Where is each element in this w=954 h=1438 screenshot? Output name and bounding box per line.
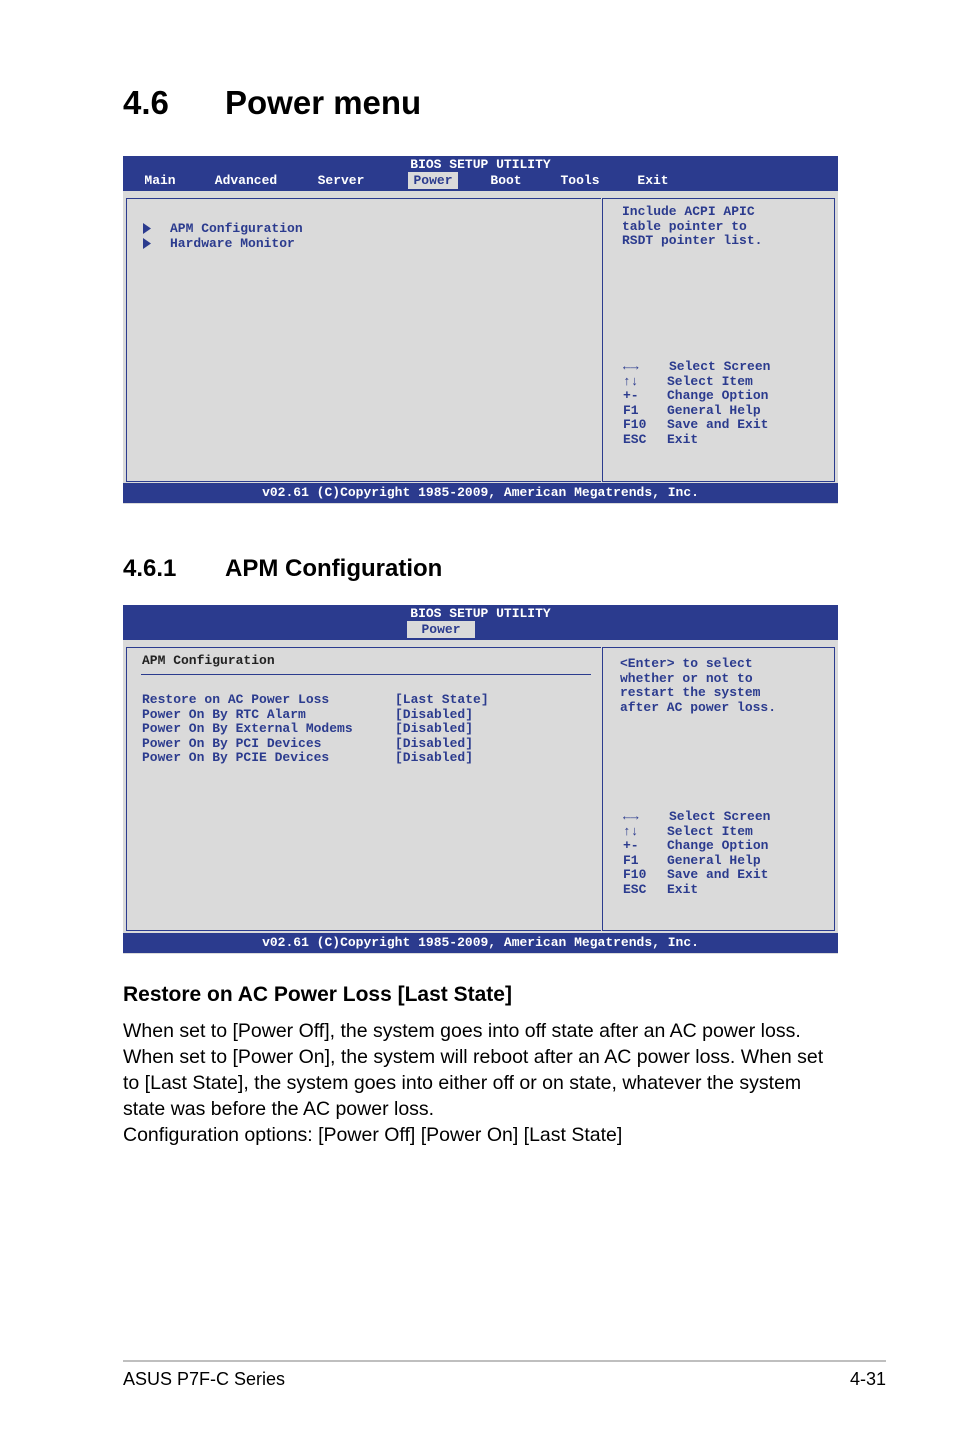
- panel-title: APM Configuration: [142, 653, 275, 668]
- key-legend-key: ↑↓: [623, 373, 639, 389]
- footer-divider: [123, 1360, 886, 1362]
- key-legend-key: ESC: [623, 431, 647, 447]
- menu-item-apm-configuration[interactable]: APM Configuration: [170, 221, 303, 236]
- footer-product: ASUS P7F-C Series: [123, 1369, 286, 1389]
- setting-label[interactable]: Power On By PCIE Devices: [142, 750, 330, 765]
- setting-value[interactable]: [Last State]: [395, 692, 489, 707]
- setting-value[interactable]: [Disabled]: [395, 721, 474, 736]
- restore-description-line: to [Last State], the system goes into either off or on state, whatever the system: [123, 1072, 802, 1094]
- key-legend-key: ←→: [623, 359, 639, 374]
- help-text: table pointer to: [622, 218, 747, 234]
- key-legend-key: ←→: [623, 809, 639, 824]
- setting-label[interactable]: Restore on AC Power Loss: [142, 692, 330, 707]
- setting-label[interactable]: Power On By RTC Alarm: [142, 706, 306, 722]
- tab-power[interactable]: Power: [407, 621, 475, 638]
- footer-page-number: 4-31: [849, 1369, 886, 1389]
- key-legend-action: Exit: [667, 431, 699, 447]
- section-number: 4.6: [123, 84, 169, 121]
- bios-titlebar: [123, 605, 838, 640]
- tab-tools[interactable]: Tools: [560, 173, 600, 188]
- tab-advanced[interactable]: Advanced: [214, 173, 278, 188]
- key-legend-key: +-: [623, 838, 639, 853]
- tab-power[interactable]: Power: [408, 172, 458, 189]
- key-legend-key: F10: [623, 867, 647, 882]
- tab-boot[interactable]: Boot: [490, 173, 522, 188]
- section-title: Power menu: [225, 84, 422, 121]
- restore-description-line: When set to [Power Off], the system goes into off state after an AC power loss.: [123, 1020, 801, 1042]
- bios-help-panel: [602, 647, 835, 931]
- key-legend-key: F1: [623, 402, 639, 418]
- bios-main-panel: [126, 647, 601, 931]
- key-legend-action: Select Item: [667, 373, 753, 389]
- key-legend-action: Exit: [667, 881, 699, 897]
- key-legend-key: F1: [623, 852, 639, 868]
- tab-exit[interactable]: Exit: [637, 173, 669, 188]
- menu-item-hardware-monitor[interactable]: Hardware Monitor: [170, 236, 295, 251]
- bios-copyright-bar: v02.61 (C)Copyright 1985-2009, American Megatrends, Inc.: [123, 483, 838, 503]
- restore-heading: Restore on AC Power Loss [Last State]: [123, 983, 512, 1006]
- bios-screen-apm: [123, 605, 838, 954]
- setting-label[interactable]: Power On By External Modems: [142, 721, 353, 736]
- subsection-title: APM Configuration: [225, 555, 443, 582]
- subsection-number: 4.6.1: [123, 555, 177, 582]
- setting-value[interactable]: [Disabled]: [395, 750, 474, 765]
- setting-label[interactable]: Power On By PCI Devices: [142, 735, 322, 751]
- subsection-heading: [123, 555, 442, 583]
- key-legend-key: F10: [623, 417, 647, 432]
- key-legend-action: Select Screen: [669, 359, 771, 374]
- section-heading: [123, 84, 421, 122]
- bios-titlebar: [123, 156, 838, 191]
- restore-description-line: state was before the AC power loss.: [123, 1098, 435, 1120]
- key-legend-action: General Help: [667, 852, 761, 868]
- key-legend-action: Save and Exit: [667, 417, 769, 432]
- bios-utility-title: BIOS SETUP UTILITY: [410, 157, 551, 172]
- key-legend-key: ESC: [623, 881, 647, 897]
- key-legend-action: Change Option: [667, 388, 769, 403]
- key-legend-action: Select Item: [667, 823, 753, 839]
- setting-value[interactable]: [Disabled]: [395, 706, 474, 722]
- key-legend-action: General Help: [667, 402, 761, 418]
- setting-value[interactable]: [Disabled]: [395, 735, 474, 751]
- bios-utility-title: BIOS SETUP UTILITY: [410, 606, 551, 621]
- help-text: after AC power loss.: [620, 699, 777, 715]
- help-text: restart the system: [620, 685, 761, 700]
- bios-screen-power: [123, 156, 838, 504]
- key-legend-key: +-: [623, 388, 639, 403]
- help-text: Include ACPI APIC: [622, 204, 755, 219]
- key-legend-action: Save and Exit: [667, 867, 769, 882]
- bios-main-panel: [126, 198, 601, 482]
- help-text: RSDT pointer list.: [622, 233, 763, 248]
- restore-description-line: When set to [Power On], the system will reboot after an AC power loss. When set: [123, 1046, 824, 1068]
- submenu-arrow-icon: [142, 223, 152, 234]
- bios-copyright-bar: v02.61 (C)Copyright 1985-2009, American Megatrends, Inc.: [123, 933, 838, 953]
- tab-server[interactable]: Server: [317, 173, 365, 188]
- key-legend-key: ↑↓: [623, 823, 639, 839]
- submenu-arrow-icon: [142, 238, 152, 249]
- help-text: <Enter> to select: [620, 656, 753, 671]
- help-text: whether or not to: [620, 670, 753, 686]
- key-legend-action: Change Option: [667, 838, 769, 853]
- bios-help-panel: [602, 198, 835, 482]
- tab-main[interactable]: Main: [144, 173, 176, 188]
- panel-divider: [141, 674, 591, 675]
- restore-options: Configuration options: [Power Off] [Power On] [Last State]: [123, 1124, 623, 1146]
- key-legend-action: Select Screen: [669, 809, 771, 824]
